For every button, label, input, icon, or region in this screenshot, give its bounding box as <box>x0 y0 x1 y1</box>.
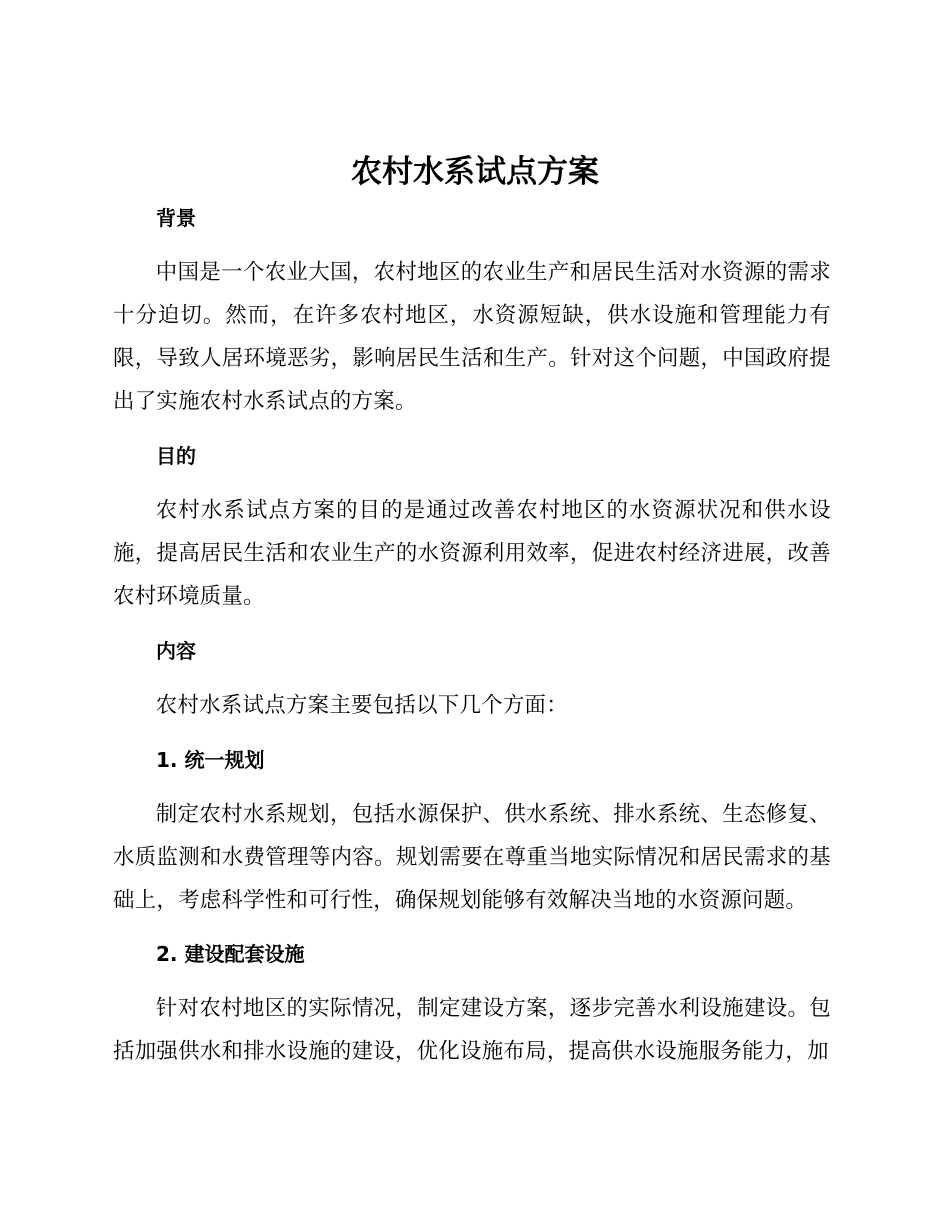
paragraph-purpose: 农村水系试点方案的目的是通过改善农村地区的水资源状况和供水设施，提高居民生活和农业生产的水资源利用效率，促进农村经济进展，改善农村环境质量。 <box>113 498 831 609</box>
paragraph-item2: 针对农村地区的实际情况，制定建设方案，逐步完善水利设施建设。包括加强供水和排水设施的建设，优化设施布局，提高供水设施服务能力，加 <box>113 996 831 1064</box>
section-heading-purpose: 目的 <box>156 444 196 468</box>
section-heading-item2: 2. 建设配套设施 <box>156 942 305 966</box>
paragraph-item1: 制定农村水系规划，包括水源保护、供水系统、排水系统、生态修复、水质监测和水费管理等内容。规划需要在尊重当地实际情况和居民需求的基础上，考虑科学性和可行性，确保规划能够有效解决当地的水资源问题。 <box>113 802 831 913</box>
paragraph-background: 中国是一个农业大国，农村地区的农业生产和居民生活对水资源的需求十分迫切。然而，在许多农村地区，水资源短缺，供水设施和管理能力有限，导致人居环境恶劣，影响居民生活和生产。针对这个问题，中国政府提出了实施农村水系试点的方案。 <box>113 260 831 414</box>
section-heading-background: 背景 <box>156 206 196 230</box>
document-title: 农村水系试点方案 <box>351 154 599 190</box>
section-heading-item1: 1. 统一规划 <box>156 748 265 772</box>
section-heading-content: 内容 <box>156 639 196 663</box>
paragraph-content: 农村水系试点方案主要包括以下几个方面： <box>155 693 568 718</box>
